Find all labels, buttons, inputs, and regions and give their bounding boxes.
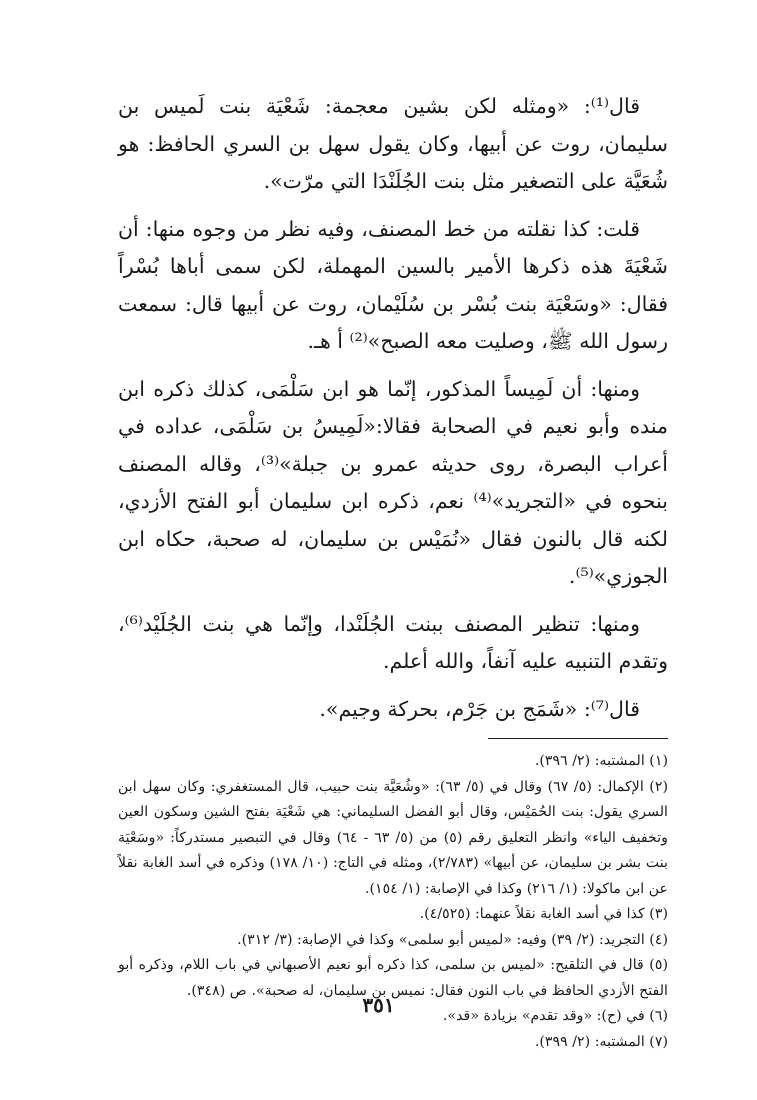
- footnote-5: (٥) قال في التلقيح: «لميس بن سلمى، كذا ذكره أبو نعيم الأصبهاني في باب اللام، وذكره أبو الفتح الأزدي الحافظ في باب النون فقال: نميس بن سليمان، له صحبة». ص (٣٤٨).: [118, 957, 668, 999]
- paragraph-3: ومنها: أن لَمِيساً المذكور، إنّما هو ابن سَلْمَى، كذلك ذكره ابن منده وأبو نعيم في الصحابة فقالا:«لَمِيسُ بن سَلْمَى، عداده في أعراب البصرة، روى حديثه عمرو بن جبلة»⁽³⁾، وقاله المصنف بنحوه في «التجريد»⁽⁴⁾ نعم، ذكره ابن سليمان أبو الفتح الأزدي، لكنه قال بالنون فقال «نُمَيْس بن سليمان، له صحبة، حكاه ابن الجوزي»⁽⁵⁾.: [118, 376, 668, 588]
- footnote-4: (٤) التجريد: (٢/ ٣٩) وفيه: «لميس أبو سلمى» وكذا في الإصابة: (٣/ ٣١٢).: [237, 931, 668, 948]
- footnote-2: (٢) الإكمال: (٥/ ٦٧) وقال في (٥/ ٦٣): «وشُعَيَّة بنت حبيب، قال المستغفري: وكان سهل ابن السري يقول: بنت الحُمَيْس، وقال أبو الفضل السليماني: هي شَعْيَة بفتح الشين وسكون العين وتخفيف الياء» وانظر التعليق رقم (٥) من (٥/ ٦٣ - ٦٤) وقال في التبصير مستدركاً: «وسَعْيَة بنت بشر بن سليمان، عن أبيها» (٢/٧٨٣)، ومثله في التاج: (١٠/ ١٧٨) وذكره في أسد الغابة نقلاً عن ابن ماكولا: (١/ ٢١٦) وكذا في الإصابة: (١/ ١٥٤).: [118, 778, 669, 897]
- paragraph-2: قلت: كذا نقلته من خط المصنف، وفيه نظر من وجوه منها: أن شَعْيَةَ هذه ذكرها الأمير بالسين المهملة، لكن سمى أباها بُسْراً فقال: «وسَعْيَة بنت بُسْر بن سُلَيْمان، روت عن أبيها قال: سمعت رسول الله ﷺ، وصليت معه الصبح»⁽²⁾ أ هـ.: [118, 216, 668, 353]
- footnote-separator: [488, 738, 668, 739]
- page-number: ٣٥١: [362, 993, 395, 1017]
- footnote-1: (١) المشتبه: (٢/ ٣٩٦).: [534, 753, 668, 769]
- page-content: [118, 88, 668, 1055]
- footnote-6: (٦) في (ح): «وقد تقدم» بزيادة «قد».: [442, 1008, 668, 1024]
- paragraph-5: قال⁽⁷⁾: «شَمَج بن جَرْم، بحركة وجيم».: [319, 696, 640, 721]
- main-text: [118, 88, 668, 728]
- paragraph-4: ومنها: تنظير المصنف ببنت الجُلَنْدا، وإنّما هي بنت الجُلَيْد⁽⁶⁾، وتقدم التنبيه عليه آنفاً، والله أعلم.: [118, 611, 668, 673]
- paragraph-1: قال⁽¹⁾: «ومثله لكن بشين معجمة: شَعْيَة بنت لَميس بن سليمان، روت عن أبيها، وكان يقول سهل بن السري الحافظ: هو شُعَيَّة على التصغير مثل بنت الجُلَنْدَا التي مرّت».: [118, 94, 668, 193]
- footnote-7: (٧) المشتبه: (٢/ ٣٩٩).: [534, 1033, 668, 1050]
- footnote-3: (٣) كذا في أسد الغابة نقلاً عنهما: (٤/٥٢٥).: [419, 906, 668, 922]
